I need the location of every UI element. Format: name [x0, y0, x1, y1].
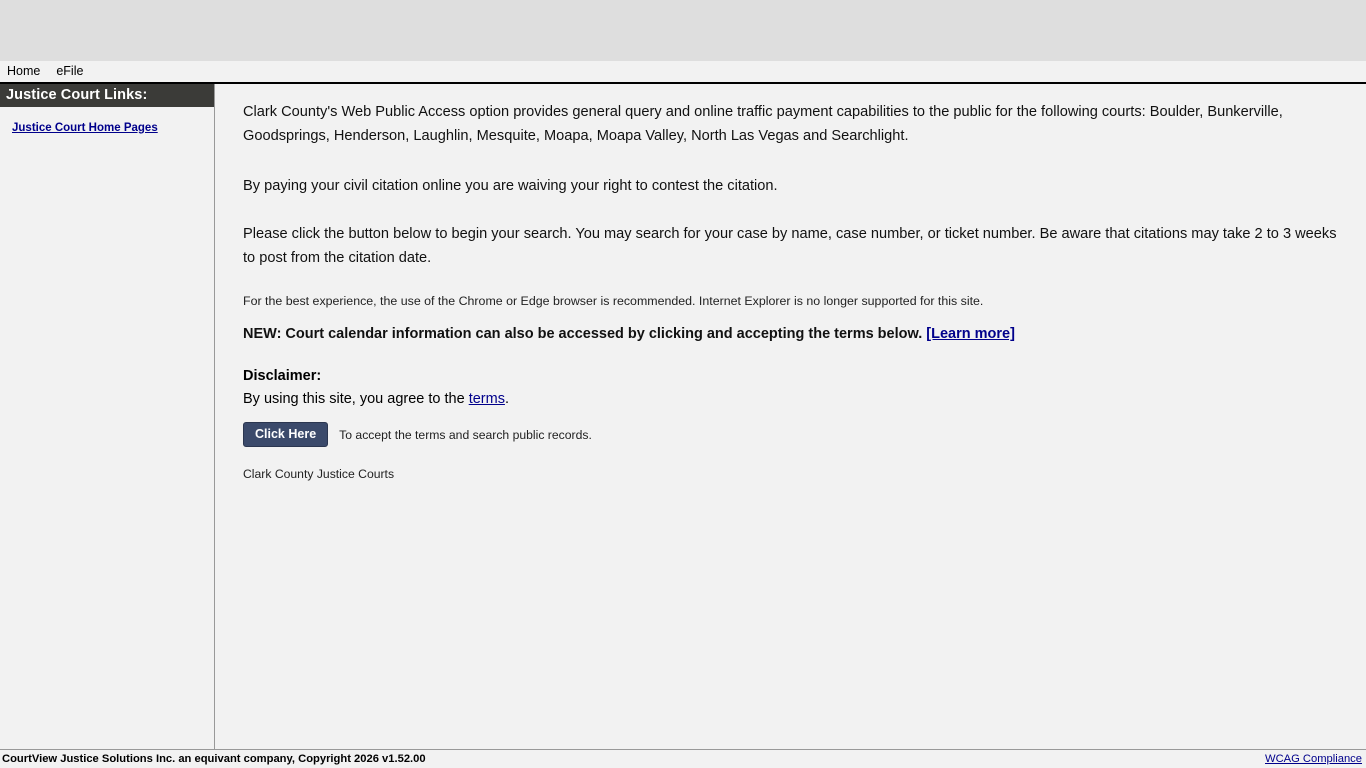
- disclaimer-text: [243, 389, 1350, 409]
- organization-name: Clark County Justice Courts: [243, 467, 395, 481]
- search-instructions-paragraph: Please click the button below to begin your search. You may search for your case by name, case number, or ticket number. Be aware that citations may take 2 to 3 weeks to post from the citation date.: [243, 226, 1337, 266]
- accept-terms-row: [243, 422, 1350, 447]
- wcag-compliance-link[interactable]: WCAG Compliance: [1265, 753, 1362, 765]
- terms-link[interactable]: terms: [468, 391, 505, 407]
- click-here-description: To accept the terms and search public records.: [339, 427, 592, 442]
- copyright-label: CourtView Justice Solutions Inc. an equivant company, Copyright 2026: [2, 753, 379, 765]
- citation-waiver-paragraph: By paying your civil citation online you are waiving your right to contest the citation.: [243, 178, 778, 194]
- version-label: v1.52.00: [382, 753, 426, 765]
- disclaimer-suffix: .: [504, 391, 509, 407]
- body-container: [0, 84, 1366, 749]
- sidebar: [0, 84, 215, 749]
- header-banner: [0, 0, 1366, 61]
- click-here-button[interactable]: Click Here: [243, 422, 328, 447]
- browser-recommendation-note: For the best experience, the use of the Chrome or Edge browser is recommended. Internet Explorer is no longer supported for this site.: [243, 294, 984, 308]
- disclaimer-heading: Disclaimer:: [243, 368, 322, 384]
- calendar-notice: [243, 326, 1350, 342]
- sidebar-link-list: [0, 107, 214, 134]
- main-navigation: [0, 61, 1366, 84]
- page-footer: [0, 749, 1366, 768]
- nav-item-home[interactable]: Home: [7, 64, 41, 78]
- nav-item-efile[interactable]: eFile: [56, 64, 84, 78]
- sidebar-item-justice-court-home-pages[interactable]: Justice Court Home Pages: [12, 122, 158, 134]
- main-content: [215, 84, 1366, 749]
- copyright-text: [2, 753, 426, 765]
- intro-paragraph: Clark County's Web Public Access option provides general query and online traffic payment capabilities to the public for the following courts: Boulder, Bunkerville, Goodsprings, Henderson, Laughlin, Mesquite, Moapa, Moapa Valley, North Las Vegas and Searchlight.: [243, 104, 1283, 144]
- disclaimer-prefix: By using this site, you agree to the: [243, 391, 469, 407]
- learn-more-link[interactable]: [Learn more]: [926, 326, 1015, 342]
- sidebar-header: Justice Court Links:: [0, 84, 214, 107]
- calendar-notice-text: NEW: Court calendar information can also be accessed by clicking and accepting the terms below.: [243, 326, 923, 342]
